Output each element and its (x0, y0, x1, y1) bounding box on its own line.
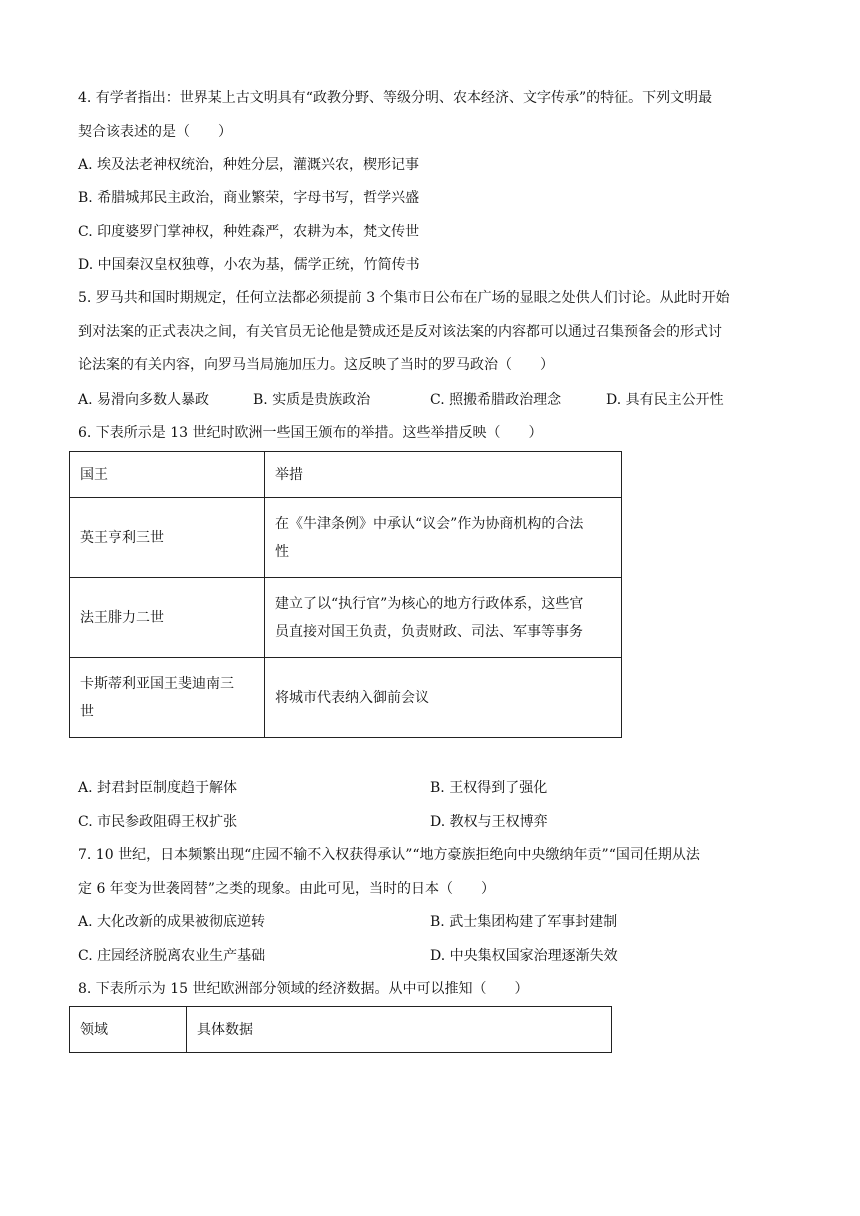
q6-option-b: B. 王权得到了强化 (430, 780, 548, 796)
q5-option-b: B. 实质是贵族政治 (253, 392, 371, 408)
q7-option-c: C. 庄园经济脱离农业生产基础 (78, 948, 266, 964)
q7-option-b: B. 武士集团构建了军事封建制 (430, 914, 618, 930)
q6-option-c: C. 市民参政阻碍王权扩张 (78, 814, 238, 830)
q6-option-a: A. 封君封臣制度趋于解体 (78, 780, 238, 796)
q4-option-c: C. 印度婆罗门掌神权，种姓森严，农耕为本，梵文传世 (78, 224, 420, 240)
q7-option-d: D. 中央集权国家治理逐渐失效 (430, 948, 618, 964)
header-cell-measure: 举措 (265, 452, 622, 498)
table-row (70, 498, 622, 578)
table-header-row (70, 1007, 612, 1053)
q4-stem-line1: 4. 有学者指出：世界某上古文明具有“政教分野、等级分明、农本经济、文字传承”的特征。下列文明最 (78, 90, 713, 106)
header-cell-king: 国王 (70, 452, 265, 498)
q6-option-d: D. 教权与王权博弈 (430, 814, 548, 830)
table-header-row (70, 452, 622, 498)
q7-option-a: A. 大化改新的成果被彻底逆转 (78, 914, 266, 930)
q8-stem: 8. 下表所示为 15 世纪欧洲部分领域的经济数据。从中可以推知（ ） (78, 981, 529, 997)
q4-option-a: A. 埃及法老神权统治，种姓分层，灌溉兴农，楔形记事 (78, 157, 420, 173)
cell-measure (265, 578, 622, 658)
q5-option-c: C. 照搬希腊政治理念 (430, 392, 562, 408)
cell-king: 英王亨利三世 (70, 498, 265, 578)
header-cell-data: 具体数据 (187, 1007, 612, 1053)
q5-stem-line3: 论法案的有关内容，向罗马当局施加压力。这反映了当时的罗马政治（ ） (78, 357, 554, 373)
q5-stem-line1: 5. 罗马共和国时期规定，任何立法都必须提前 3 个集市日公布在广场的显眼之处供人们讨论。从此时开始 (78, 290, 730, 306)
measure-line: 性 (275, 543, 289, 560)
q7-stem-line2: 定 6 年变为世袭罔替”之类的现象。由此可见，当时的日本（ ） (78, 881, 495, 897)
q5-option-d: D. 具有民主公开性 (606, 392, 724, 408)
q4-stem-line2: 契合该表述的是（ ） (78, 124, 232, 140)
table-row (70, 578, 622, 658)
q5-stem-line2: 到对法案的正式表决之间，有关官员无论他是赞成还是反对该法案的内容都可以通过召集预备会的形式讨 (78, 324, 722, 340)
q4-option-b: B. 希腊城邦民主政治，商业繁荣，字母书写，哲学兴盛 (78, 190, 420, 206)
measure-line: 在《牛津条例》中承认“议会”作为协商机构的合法 (275, 515, 584, 532)
table-row (70, 658, 622, 738)
cell-measure (265, 498, 622, 578)
king-line: 卡斯蒂利亚国王斐迪南三 (80, 675, 234, 692)
q5-option-a: A. 易滑向多数人暴政 (78, 392, 210, 408)
q6-table (69, 451, 622, 738)
q6-stem: 6. 下表所示是 13 世纪时欧洲一些国王颁布的举措。这些举措反映（ ） (78, 425, 543, 441)
measure-line: 员直接对国王负责，负责财政、司法、军事等事务 (275, 623, 583, 640)
header-cell-field: 领域 (70, 1007, 187, 1053)
q4-option-d: D. 中国秦汉皇权独尊，小农为基，儒学正统，竹简传书 (78, 257, 420, 273)
q8-table (69, 1006, 612, 1053)
q7-stem-line1: 7. 10 世纪，日本频繁出现“庄园不输不入权获得承认”“地方豪族拒绝向中央缴纳年贡”“国司任期从法 (78, 847, 700, 863)
cell-king: 法王腓力二世 (70, 578, 265, 658)
cell-measure: 将城市代表纳入御前会议 (265, 658, 622, 738)
cell-king (70, 658, 265, 738)
measure-line: 建立了以“执行官”为核心的地方行政体系，这些官 (275, 595, 584, 612)
king-line: 世 (80, 703, 94, 720)
